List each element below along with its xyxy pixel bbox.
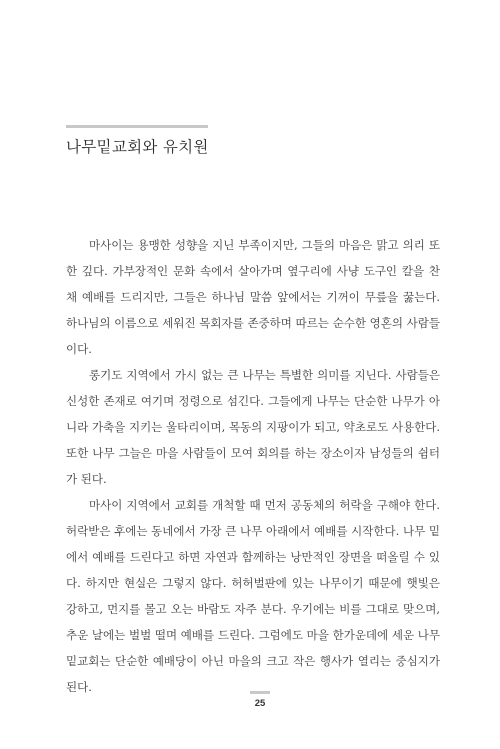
body-text: [66, 232, 440, 700]
paragraph-2: 롱기도 지역에서 가시 없는 큰 나무는 특별한 의미를 지닌다. 사람들은 신성한 존재로 여기며 정령으로 섬긴다. 그들에게 나무는 단순한 나무가 아니라 가축을 지키는 울타리이며, 목동의 지팡이가 되고, 약초로도 사용한다. 또한 나무 그늘은 마을 사람들이 모여 회의를 하는 장소이자 남성들의 쉼터가 된다.: [66, 368, 440, 486]
chapter-title: 나무밑교회와 유치원: [66, 138, 209, 156]
page-number-rule: [250, 691, 270, 694]
title-rule: [66, 125, 208, 128]
page-number: 25: [254, 698, 266, 709]
paragraph-3: 마사이 지역에서 교회를 개척할 때 먼저 공동체의 허락을 구해야 한다. 허락받은 후에는 동네에서 가장 큰 나무 아래에서 예배를 시작한다. 나무 밑에서 예배를 드린다고 하면 자연과 함께하는 낭만적인 장면을 떠올릴 수 있다. 하지만 현실은 그렇지 않다. 허허벌판에 있는 나무이기 때문에 햇빛은 강하고, 먼지를 몰고 오는 바람도 자주 분다. 우기에는 비를 그대로 맞으며, 추운 날에는 벌벌 떨며 예배를 드린다. 그럼에도 마을 한가운데에 세운 나무밑교회는 단순한 예배당이 아닌 마을의 크고 작은 행사가 열리는 중심지가 된다.: [66, 498, 440, 694]
paragraph-1: 마사이는 용맹한 성향을 지닌 부족이지만, 그들의 마음은 맑고 의리 또한 깊다. 가부장적인 문화 속에서 살아가며 옆구리에 사냥 도구인 칼을 찬 채 예배를 드리지만, 그들은 하나님 말씀 앞에서는 기꺼이 무릎을 꿇는다. 하나님의 이름으로 세워진 목회자를 존중하며 따르는 순수한 영혼의 사람들이다.: [66, 238, 440, 356]
